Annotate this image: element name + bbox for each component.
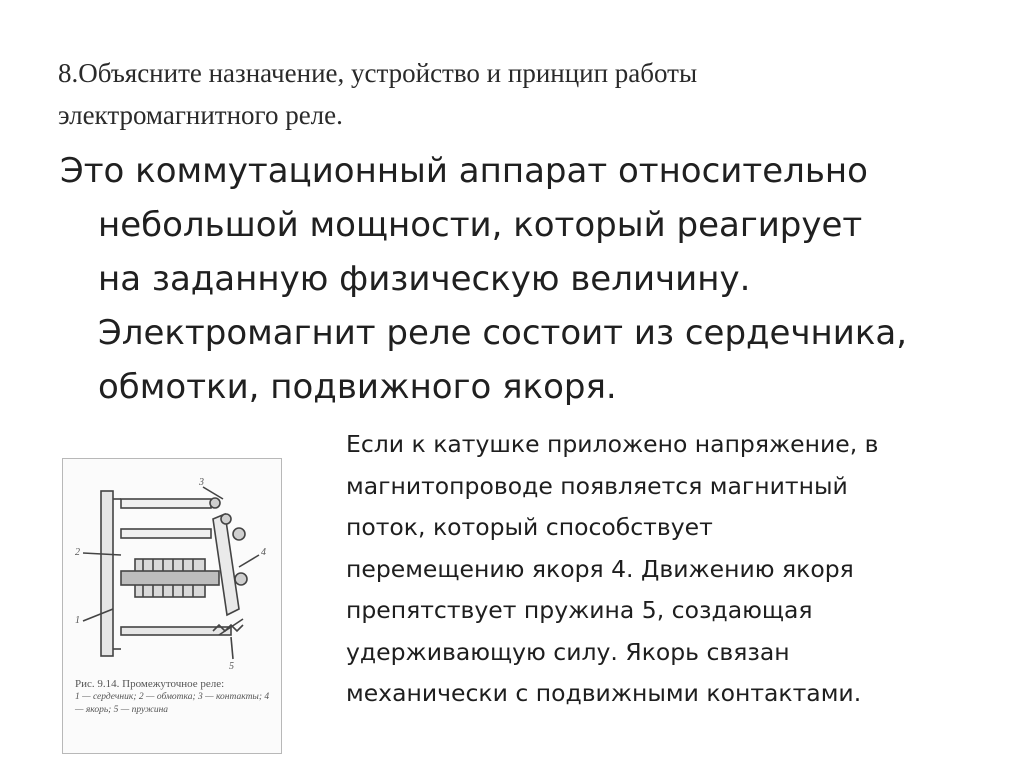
definition-text [60, 144, 1000, 414]
label-3: 3 [199, 477, 204, 488]
contact-rod-mid [121, 529, 211, 538]
explanation-line-3: поток, который способствует [346, 513, 713, 541]
label-4: 4 [261, 547, 266, 558]
contact-rod-top [121, 499, 211, 508]
explanation-line-6: удерживающую силу. Якорь связан [346, 637, 790, 666]
explanation-line-1: Если к катушке приложено напряжение, в [346, 430, 879, 458]
question-heading [58, 52, 958, 136]
relay-base [121, 627, 231, 635]
question-line-1: 8.Объясните назначение, устройство и принцип работы [58, 58, 698, 88]
relay-figure [62, 458, 282, 754]
explanation-line-7: механически с подвижными контактами. [346, 679, 862, 707]
relay-diagram [63, 459, 281, 674]
label-1: 1 [75, 615, 80, 626]
explanation-line-5: препятствует пружина 5, создающая [346, 596, 813, 624]
definition-line-3: на заданную физическую величину. [98, 259, 751, 299]
label-2: 2 [75, 547, 80, 558]
question-line-2: электромагнитного реле. [58, 100, 343, 130]
caption-title: Рис. 9.14. Промежуточное реле: [75, 678, 225, 690]
explanation-line-4: перемещению якоря 4. Движению якоря [346, 554, 854, 583]
definition-line-5: обмотки, подвижного якоря. [98, 367, 617, 407]
caption-legend: 1 — сердечник; 2 — обмотка; 3 — контакты; 4 — якорь; 5 — пружина [75, 692, 270, 715]
definition-line-2: небольшой мощности, который реагирует [98, 205, 863, 245]
explanation-line-2: магнитопроводе появляется магнитный [346, 471, 848, 500]
definition-line-1: Это коммутационный аппарат относительно [60, 151, 868, 191]
relay-core [121, 571, 219, 585]
explanation-text [346, 424, 986, 715]
figure-caption [75, 677, 275, 717]
definition-line-4: Электромагнит реле состоит из сердечника, [98, 313, 908, 353]
label-5: 5 [229, 661, 234, 672]
relay-yoke [101, 491, 113, 656]
